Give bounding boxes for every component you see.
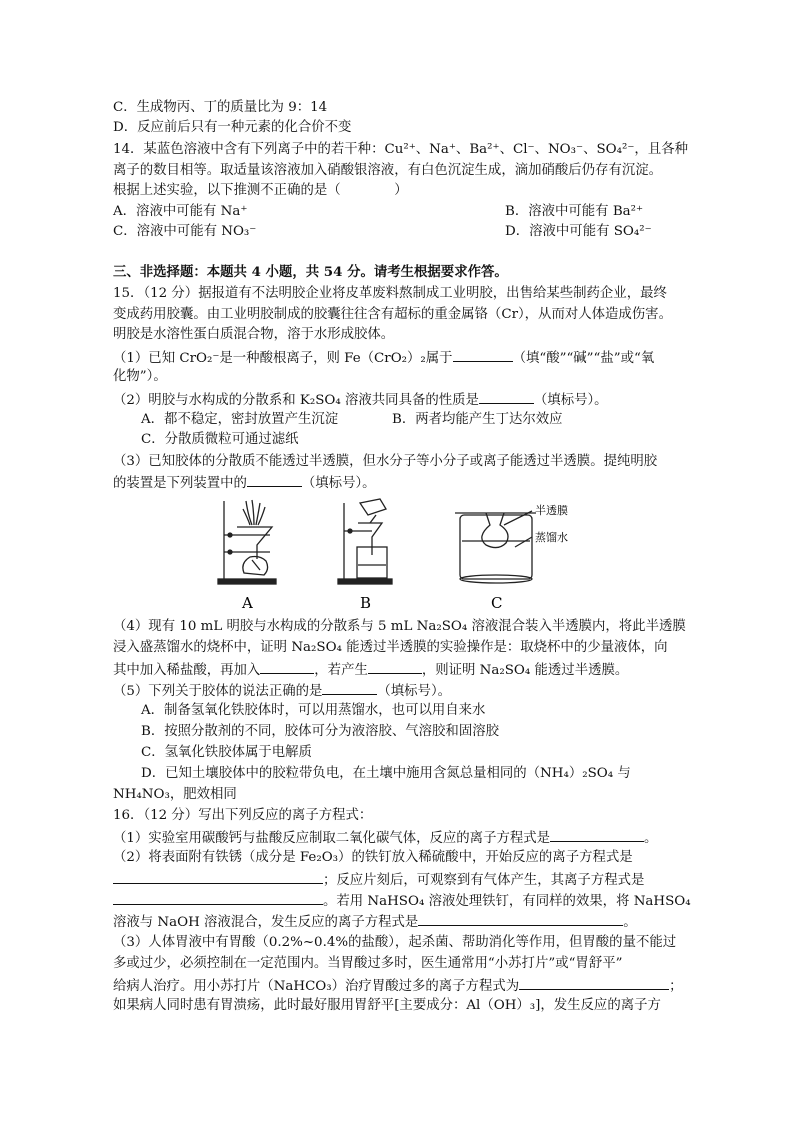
q16-part-2-4	[113, 911, 688, 933]
q14-options-row-2	[113, 222, 688, 242]
q15-part-5	[113, 680, 688, 702]
apparatus-a	[218, 500, 276, 584]
question-14-stem-3: 根据上述实验，以下推测不正确的是（ ）	[113, 183, 408, 198]
q15-5-option-b: B．按照分散剂的不同，胶体可分为液溶胶、气溶胶和固溶胶	[141, 724, 499, 739]
q16-part-3-3	[113, 975, 688, 997]
q15-part-2	[113, 389, 688, 411]
q16-part-1-text: （1）实验室用碳酸钙与盐酸反应制取二氧化碳气体，反应的离子方程式是	[113, 831, 551, 846]
section-3-heading: 三、非选择题：本题共 4 小题，共 54 分。请考生根据要求作答。	[113, 264, 508, 280]
option-c-q13: C．生成物丙、丁的质量比为 9：14	[113, 100, 328, 115]
q16-part-3-4: 如果病人同时患有胃溃疡，此时最好服用胃舒平[主要成分：Al（OH）₃]，发生反应的离子方	[113, 998, 661, 1013]
q15-part-2-hint: （填标号）。	[533, 393, 608, 408]
answer-blank[interactable]	[479, 389, 534, 404]
label-a: A	[242, 594, 253, 612]
answer-blank[interactable]	[418, 911, 623, 926]
q16-part-2-end: 。	[623, 915, 637, 930]
q15-part-2-options	[141, 410, 716, 430]
q15-part-4-text-a: 其中加入稀盐酸，再加入	[113, 663, 261, 678]
q14-option-b: B．溶液中可能有 Ba²⁺	[505, 204, 644, 219]
option-d-q13: D．反应前后只有一种元素的化合价不变	[113, 120, 352, 135]
q15-part-1	[113, 347, 688, 369]
answer-blank[interactable]	[247, 472, 302, 487]
label-membrane: 半透膜	[535, 504, 568, 517]
answer-blank[interactable]	[519, 975, 669, 990]
q14-option-c: C．溶液中可能有 NO₃⁻	[113, 224, 257, 239]
q15-5-option-d: D．已知土壤胶体中的胶粒带负电，在土壤中施用含氮总量相同的（NH₄）₂SO₄ 与	[141, 766, 631, 781]
question-16-stem: 16．（12 分）写出下列反应的离子方程式：	[113, 808, 373, 823]
answer-blank[interactable]	[550, 827, 644, 842]
q15-5-option-a: A．制备氢氧化铁胶体时，可以用蒸馏水，也可以用自来水	[141, 703, 486, 718]
q15-2-option-a: A．都不稳定，密封放置产生沉淀	[141, 412, 339, 427]
answer-blank[interactable]	[453, 347, 513, 362]
q15-part-5-hint: （填标号）。	[377, 684, 452, 699]
q16-part-2-text-d: 溶液与 NaOH 溶液混合，发生反应的离子方程式是	[113, 915, 419, 930]
q15-part-1-cont: 化物”）。	[113, 369, 167, 384]
q15-part-1-text: （1）已知 CrO₂⁻是一种酸根离子，则 Fe（CrO₂）₂属于	[113, 351, 453, 366]
q15-part-3-2	[113, 472, 688, 494]
q16-part-3-1: （3）人体胃液中有胃酸（0.2%~0.4%的盐酸），起杀菌、帮助消化等作用，但胃酸的量不能过	[113, 935, 677, 950]
q15-5-option-d-cont: NH₄NO₃，肥效相同	[113, 787, 237, 802]
q15-2-option-b: B．两者均能产生丁达尔效应	[392, 412, 563, 427]
apparatus-c	[455, 511, 536, 583]
answer-blank[interactable]	[260, 659, 314, 674]
q15-part-4-2: 浸入盛蒸馏水的烧杯中，证明 Na₂SO₄ 能透过半透膜的实验操作是：取烧杯中的少量液体，向	[113, 640, 668, 655]
q15-part-4-3	[113, 659, 688, 681]
q16-part-2-1: （2）将表面附有铁锈（成分是 Fe₂O₃）的铁钉放入稀硫酸中，开始反应的离子方程式是	[113, 850, 633, 865]
label-c: C	[491, 594, 503, 612]
label-distilled-water: 蒸馏水	[535, 531, 568, 544]
q16-part-2-3	[113, 890, 691, 912]
question-14-stem-1: 14．某蓝色溶液中含有下列离子中的若干种：Cu²⁺、Na⁺、Ba²⁺、Cl⁻、NO₃⁻、SO₄²⁻，且各种	[113, 142, 688, 157]
q15-stem-3: 明胶是水溶性蛋白质混合物，溶于水形成胶体。	[113, 327, 395, 342]
q16-part-2-text-c: 。若用 NaHSO₄ 溶液处理铁钉，有同样的效果，将 NaHSO₄	[323, 894, 691, 909]
answer-blank[interactable]	[113, 890, 323, 905]
q15-part-4-1: （4）现有 10 mL 明胶与水构成的分散系与 5 mL Na₂SO₄ 溶液混合装入半透膜内，将此半透膜	[113, 619, 686, 634]
answer-blank[interactable]	[322, 680, 377, 695]
q15-stem-1: 15．（12 分）据报道有不法明胶企业将皮革废料熬制成工业明胶，出售给某些制药企业，最终	[113, 286, 667, 301]
q15-part-1-hint: （填“酸”“碱”“盐”或“氧	[512, 351, 655, 366]
q16-part-1-end: 。	[644, 831, 658, 846]
q14-option-a: A．溶液中可能有 Na⁺	[113, 204, 248, 219]
q15-stem-2: 变成药用胶囊。由工业明胶制成的胶囊往往含有超标的重金属铬（Cr），从而对人体造成伤害。	[113, 307, 672, 322]
answer-blank[interactable]	[113, 869, 323, 884]
q15-part-2-text: （2）明胶与水构成的分散系和 K₂SO₄ 溶液共同具备的性质是	[113, 393, 479, 408]
q15-part-5-text: （5）下列关于胶体的说法正确的是	[113, 684, 323, 699]
q15-2-option-c: C．分散质微粒可通过滤纸	[141, 432, 299, 447]
q15-part-3-hint: （填标号）。	[301, 476, 376, 491]
q15-part-3-text: 的装置是下列装置中的	[113, 476, 247, 491]
q16-part-3-end: ；	[669, 979, 683, 994]
question-14-stem-2: 离子的数目相等。取适量该溶液加入硝酸银溶液，有白色沉淀生成，滴加硝酸后仍存有沉淀。	[113, 163, 663, 178]
q16-part-3-2: 多或过少，必须控制在一定范围内。当胃酸过多时，医生通常用“小苏打片”或“胃舒平”	[113, 956, 623, 971]
q15-part-4-text-c: ，则证明 Na₂SO₄ 能透过半透膜。	[421, 663, 629, 678]
q15-5-option-c: C．氢氧化铁胶体属于电解质	[141, 745, 312, 760]
q15-part-3-1: （3）已知胶体的分散质不能透过半透膜，但水分子等小分子或离子能透过半透膜。提纯明胶	[113, 454, 658, 469]
q14-options-row-1	[113, 202, 688, 222]
apparatus-figure	[210, 495, 590, 615]
label-b: B	[360, 594, 372, 612]
apparatus-b	[338, 499, 392, 584]
answer-blank[interactable]	[368, 659, 422, 674]
q16-part-3-text-c: 给病人治疗。用小苏打片（NaHCO₃）治疗胃酸过多的离子方程式为	[113, 979, 520, 994]
q16-part-2-2	[113, 869, 688, 891]
q15-part-4-text-b: ，若产生	[314, 663, 368, 678]
q16-part-1	[113, 827, 688, 849]
q14-option-d: D．溶液中可能有 SO₄²⁻	[505, 224, 652, 239]
q16-part-2-text-b: ；反应片刻后，可观察到有气体产生，其离子方程式是	[323, 873, 645, 888]
